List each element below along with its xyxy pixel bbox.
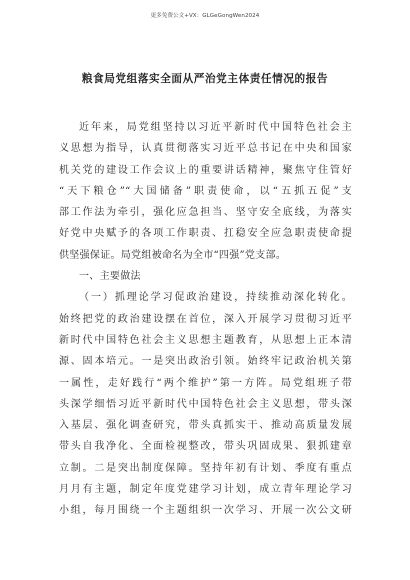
paragraph-line: 近年来，局党组坚持以习近平新时代中国特色社会主 [79,122,352,133]
subsection-heading: （一）抓理论学习促政治建设，持续推动深化转化。 [79,292,352,304]
document-body [59,117,352,522]
paragraph-line: 小组，每月围绕一个主题组织一次学习、开展一次公文研 [59,505,352,517]
paragraph-line: 机关党的建设工作会议上的重要讲话精神，聚焦守住管好 [59,164,352,176]
paragraph-line: 一属性，走好践行“两个维护”第一方阵。局党组班子带 [59,377,352,389]
paragraph-line: 供坚强保证。局党组被命名为全市“四强”党支部。 [59,249,287,261]
paragraph-line: 新时代中国特色社会主义思想主题教育，从思想上正本清 [59,334,352,346]
paragraph-line: “天下粮仓”“大国储备”职责使命，以“五抓五促”支 [59,185,352,197]
paragraph-line: 立制。二是突出制度保障。坚持年初有计划、季度有重点 [59,462,352,474]
paragraph-line: 好党中央赋予的各项工作职责、扛稳安全应急职责使命提 [59,228,352,240]
paragraph-line: 月月有主题，制定年度党建学习计划，成立青年理论学习 [59,484,352,496]
paragraph-line: 带头自我净化、全面检视整改，带头巩固成果、狠抓建章 [59,441,352,453]
paragraph-line: 部工作法为牵引，强化应急担当、坚守安全底线，为落实 [59,207,352,219]
paragraph-line: 入基层、强化调查研究，带头真抓实干、推动高质量发展 [59,420,352,432]
paragraph-line: 源、固本培元。一是突出政治引领。始终牢记政治机关第 [59,356,352,368]
section-heading: 一、主要做法 [79,271,141,283]
paragraph-line: 义思想为指导，认真贯彻落实习近平总书记在中央和国家 [59,143,352,155]
paragraph-line: 始终把党的政治建设摆在首位，深入开展学习贯彻习近平 [59,313,352,325]
header-note: 更多免费公文+VX：GLGeGongWen2024 [150,13,260,19]
paragraph-line: 头深学细悟习近平新时代中国特色社会主义思想，带头深 [59,398,352,410]
document-title: 粮食局党组落实全面从严治党主体责任情况的报告 [81,73,329,85]
